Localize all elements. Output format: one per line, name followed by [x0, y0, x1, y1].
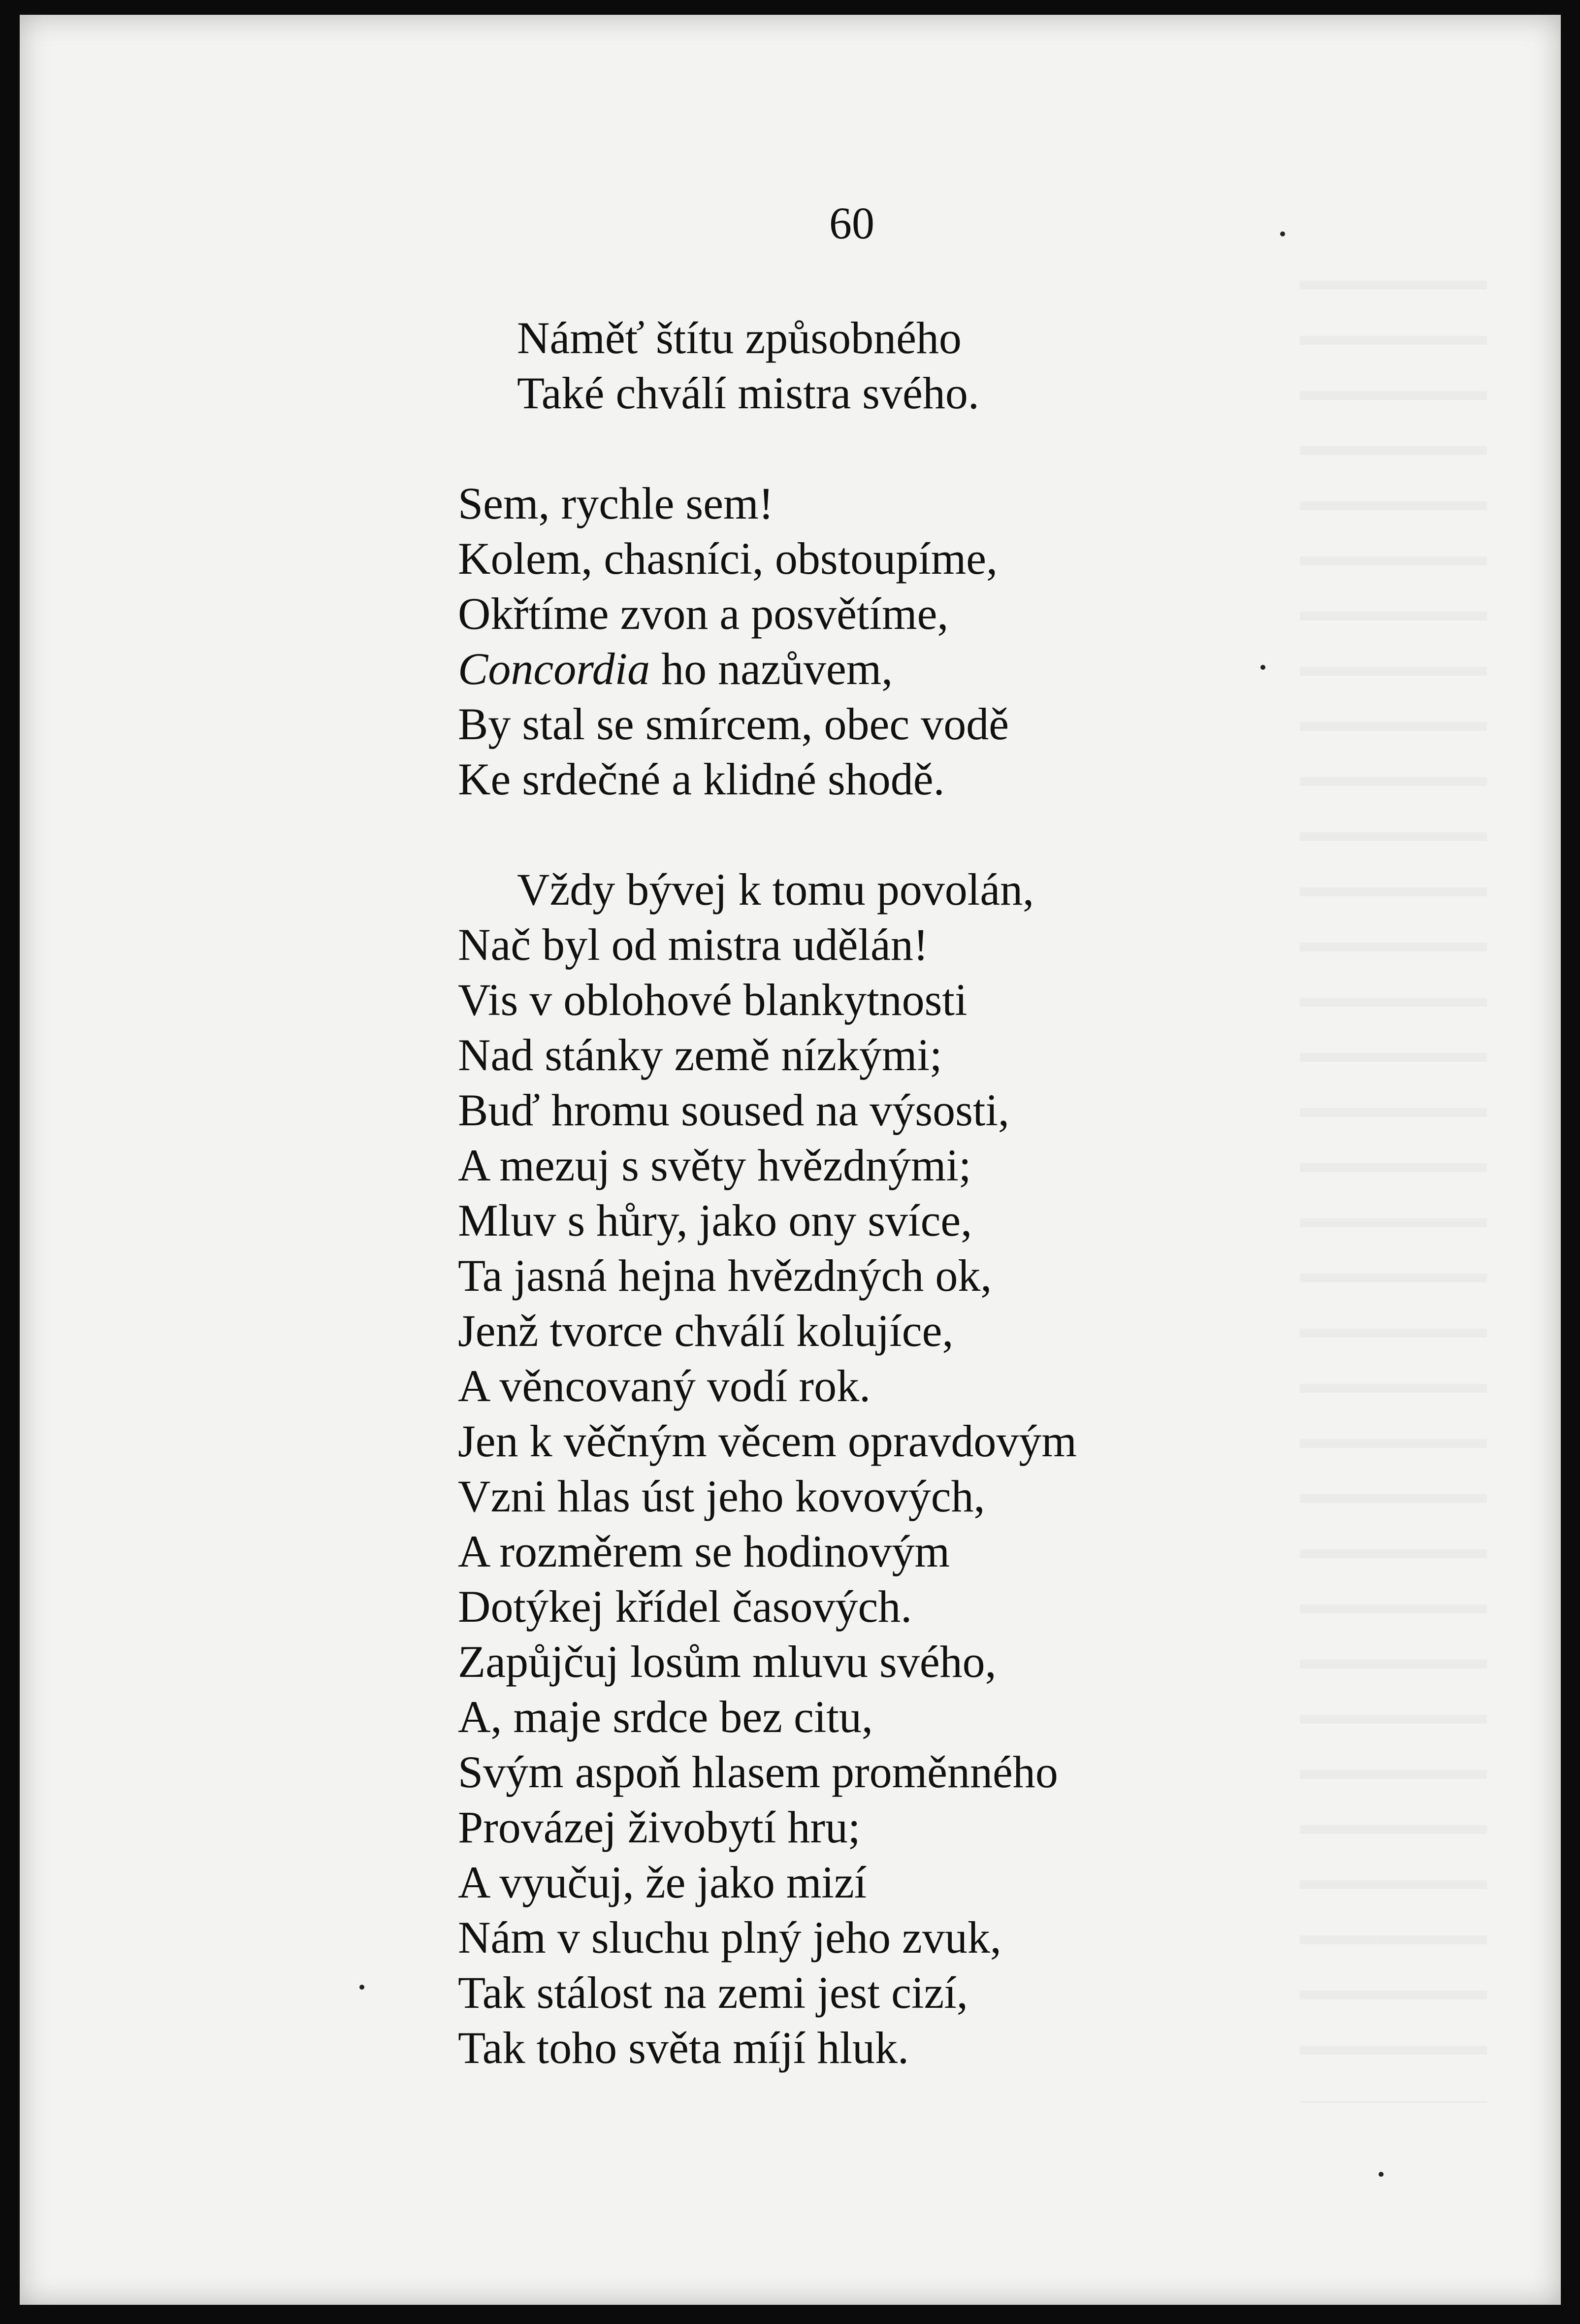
poem-line	[458, 1524, 1295, 1579]
page-number: 60	[829, 198, 874, 248]
line-text: Nač byl od mistra udělán!	[458, 919, 929, 970]
poem-line	[458, 641, 1295, 696]
stanza	[458, 476, 1295, 807]
poem-line	[458, 1082, 1295, 1138]
poem-line	[458, 1800, 1295, 1855]
poem-line	[458, 2020, 1295, 2075]
poem-line	[458, 972, 1295, 1027]
stanza	[458, 862, 1295, 2075]
line-text: Mluv s hůry, jako ony svíce,	[458, 1195, 972, 1245]
ink-speck	[359, 1985, 364, 1990]
poem-line	[458, 752, 1295, 807]
poem-line	[458, 1910, 1295, 1965]
poem-line	[458, 1303, 1295, 1358]
book-page	[20, 15, 1561, 2305]
line-text: Nám v sluchu plný jeho zvuk,	[458, 1912, 1001, 1963]
ink-speck	[1280, 231, 1285, 236]
line-text: Jenž tvorce chválí kolujíce,	[458, 1306, 954, 1356]
line-text: A věncovaný vodí rok.	[458, 1361, 871, 1411]
poem-line	[458, 1689, 1295, 1744]
line-text: Jen k věčným věcem opravdovým	[458, 1416, 1077, 1466]
poem-line	[458, 1193, 1295, 1248]
line-text: Provázej živobytí hru;	[458, 1802, 861, 1852]
poem-line	[458, 1579, 1295, 1634]
line-text: Vždy bývej k tomu povolán,	[517, 864, 1034, 915]
poem-line	[458, 1634, 1295, 1689]
italic-word: Concordia	[458, 644, 650, 694]
poem-line	[458, 1358, 1295, 1413]
ink-speck	[1379, 2172, 1384, 2177]
poem-line	[458, 862, 1295, 917]
line-text: Náměť štítu způsobného	[517, 313, 962, 363]
line-text: A mezuj s světy hvězdnými;	[458, 1140, 971, 1190]
line-text: Svým aspoň hlasem proměnného	[458, 1747, 1058, 1797]
show-through-text	[1300, 281, 1487, 2103]
poem-line	[458, 1744, 1295, 1800]
poem-line	[458, 1027, 1295, 1082]
line-text: Tak stálost na zemi jest cizí,	[458, 1967, 968, 2018]
ink-speck	[1260, 665, 1265, 670]
line-text: Vzni hlas úst jeho kovových,	[458, 1471, 985, 1521]
poem-line	[458, 1965, 1295, 2020]
poem-line	[458, 1855, 1295, 1910]
line-text: Buď hromu soused na výsosti,	[458, 1085, 1010, 1135]
poem-line	[458, 310, 1295, 365]
line-text: By stal se smírcem, obec vodě	[458, 699, 1009, 749]
line-text: A rozměrem se hodinovým	[458, 1526, 950, 1576]
stanza	[458, 310, 1295, 421]
line-text: Tak toho světa míjí hluk.	[458, 2023, 909, 2073]
line-text: Okřtíme zvon a posvětíme,	[458, 589, 949, 639]
poem-line	[458, 1413, 1295, 1469]
poem-line	[458, 476, 1295, 531]
poem-line	[458, 1138, 1295, 1193]
line-text: A, maje srdce bez citu,	[458, 1692, 873, 1742]
poem-line	[458, 531, 1295, 586]
line-text: Ke srdečné a klidné shodě.	[458, 754, 945, 804]
line-text: Sem, rychle sem!	[458, 478, 774, 528]
poem-line	[458, 586, 1295, 641]
poem-line	[458, 696, 1295, 752]
line-text: Zapůjčuj losům mluvu svého,	[458, 1637, 997, 1687]
line-text: A vyučuj, že jako mizí	[458, 1857, 867, 1907]
line-text: Také chválí mistra svého.	[517, 368, 979, 418]
line-text: Vis v oblohové blankytnosti	[458, 975, 967, 1025]
line-text: ho nazůvem,	[650, 644, 893, 694]
line-text: Ta jasná hejna hvězdných ok,	[458, 1250, 992, 1301]
poem-line	[458, 365, 1295, 421]
poem-text	[458, 310, 1295, 2130]
poem-line	[458, 1469, 1295, 1524]
line-text: Dotýkej křídel časových.	[458, 1581, 912, 1632]
line-text: Kolem, chasníci, obstoupíme,	[458, 533, 998, 584]
poem-line	[458, 1248, 1295, 1303]
line-text: Nad stánky země nízkými;	[458, 1030, 942, 1080]
poem-line	[458, 917, 1295, 972]
